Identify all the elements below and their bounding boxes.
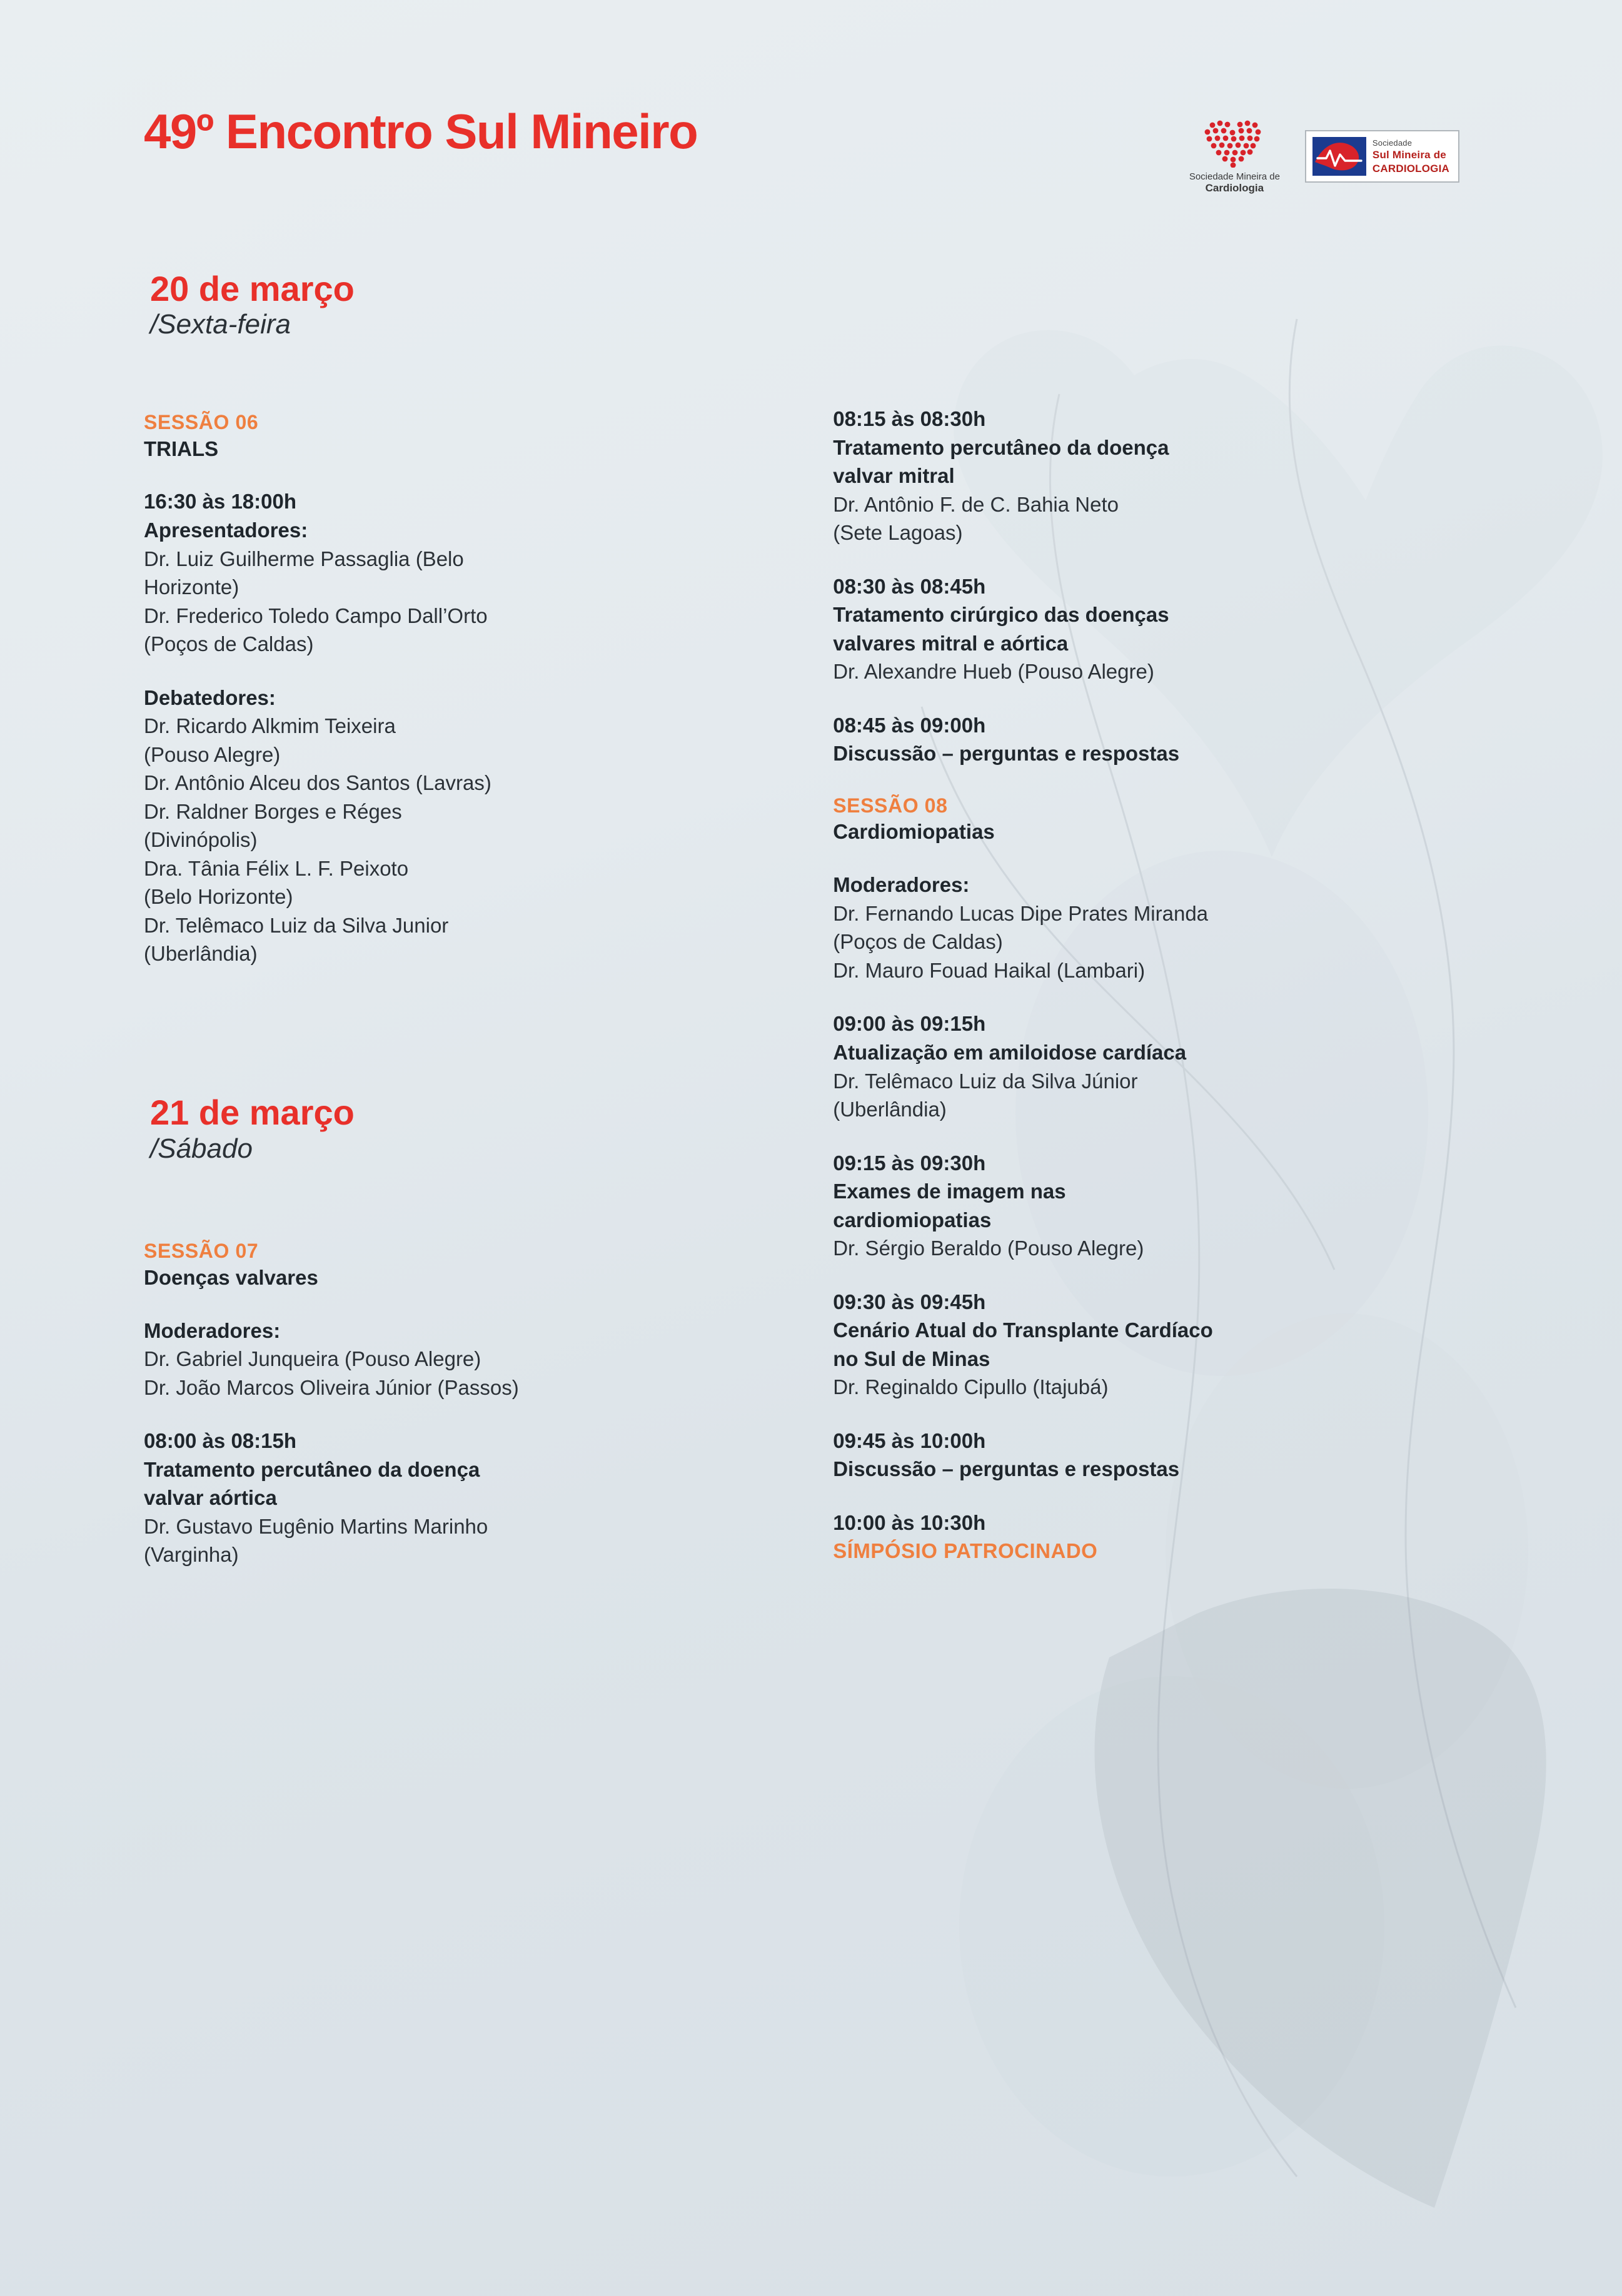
person-name: (Pouso Alegre) [144,742,281,766]
person-name: Dr. Antônio Alceu dos Santos (Lavras) [144,771,491,795]
item-0915 [833,1149,1478,1263]
talk-title-cont: valvares mitral e aórtica [833,631,1069,655]
day-weekday: /Sexta-feira [150,309,291,340]
item-0815 [833,405,1478,547]
session-07-moderators [144,1317,767,1402]
person-name: Dr. Antônio F. de C. Bahia Neto [833,492,1119,516]
talk-title-cont: valvar aórtica [144,1486,277,1510]
schedule-column-right [833,405,1478,1569]
heart-dots-icon [1200,119,1269,168]
talk-title-cont: valvar mitral [833,464,955,488]
session-06 [144,410,767,968]
talk-title: Tratamento percutâneo da doença [833,435,1169,459]
session-label: SESSÃO 08 [833,794,948,817]
session-07-item-0800 [144,1427,767,1569]
person-name: Dr. Mauro Fouad Haikal (Lambari) [833,958,1146,982]
talk-title: Atualização em amiloidose cardíaca [833,1040,1187,1064]
person-name: Dr. Gustavo Eugênio Martins Marinho [144,1514,488,1538]
day-heading-21-marco [150,1093,767,1165]
day-date: 20 de março [150,268,355,308]
person-name: Dr. Raldner Borges e Réges [144,799,402,823]
person-city: (Poços de Caldas) [833,930,1003,954]
ssmc-emblem-icon [1312,137,1366,176]
talk-title: Exames de imagem nas [833,1180,1066,1203]
time-range: 16:30 às 18:00h [144,490,297,513]
time-range: 09:15 às 09:30h [833,1151,986,1175]
session-07 [144,1238,767,1569]
session-08-moderators [833,871,1478,984]
day-date: 21 de março [150,1092,355,1132]
time-range: 08:30 às 08:45h [833,574,986,598]
smc-line1: Sociedade Mineira de [1189,171,1280,182]
item-1000 [833,1509,1478,1565]
session-label: SESSÃO 07 [144,1240,259,1263]
talk-title-cont: no Sul de Minas [833,1347,990,1370]
item-0900 [833,1009,1478,1123]
person-name: Dr. Fernando Lucas Dipe Prates Miranda [833,901,1209,925]
session-08 [833,793,1478,985]
person-name: Dr. Telêmaco Luiz da Silva Junior [144,913,449,937]
day-heading-20-marco [150,270,1478,341]
sociedade-mineira-cardiologia-logo [1189,119,1280,195]
person-name: Dr. Frederico Toledo Campo Dall’Orto [144,604,488,627]
role-label-presenters: Apresentadores: [144,518,308,542]
person-name: (Poços de Caldas) [144,632,314,656]
time-range: 08:45 às 09:00h [833,713,986,737]
person-name: Dra. Tânia Félix L. F. Peixoto [144,856,409,880]
person-name: Dr. Alexandre Hueb (Pouso Alegre) [833,660,1154,684]
poster-header [144,106,1478,195]
logo-group [1189,119,1459,195]
time-range: 08:00 às 08:15h [144,1429,297,1453]
schedule-column-left [144,410,767,1569]
person-name: Dr. João Marcos Oliveira Júnior (Passos) [144,1375,519,1399]
talk-title-cont: cardiomiopatias [833,1208,992,1231]
page-title: 49º Encontro Sul Mineiro [144,104,698,159]
person-name: Horizonte) [144,575,239,599]
ssmc-logo-text [1373,138,1449,175]
person-name: Dr. Sérgio Beraldo (Pouso Alegre) [833,1237,1144,1260]
person-city: (Sete Lagoas) [833,521,963,545]
person-name: (Belo Horizonte) [144,885,293,909]
ssmc-line1: Sociedade [1372,138,1413,148]
smc-line2: Cardiologia [1205,182,1264,195]
talk-title: Cenário Atual do Transplante Cardíaco [833,1318,1213,1342]
session-topic: Doenças valvares [144,1265,318,1289]
session-06-debaters [144,684,767,968]
talk-title: Tratamento cirúrgico das doenças [833,603,1169,627]
session-topic: TRIALS [144,437,219,460]
role-label-moderators: Moderadores: [144,1318,281,1342]
person-name: Dr. Reginaldo Cipullo (Itajubá) [833,1375,1109,1399]
person-name: (Divinópolis) [144,828,258,852]
talk-title: Discussão – perguntas e respostas [833,1457,1180,1481]
ssmc-line3: CARDIOLOGIA [1372,162,1449,174]
item-0830 [833,572,1478,686]
role-label-moderators: Moderadores: [833,873,970,897]
person-name: Dr. Telêmaco Luiz da Silva Júnior [833,1069,1138,1093]
session-06-schedule-item [144,487,767,658]
time-range: 09:00 às 09:15h [833,1012,986,1036]
person-city: (Varginha) [144,1543,239,1567]
talk-title: Discussão – perguntas e respostas [833,742,1180,766]
item-0930 [833,1288,1478,1402]
time-range: 09:30 às 09:45h [833,1290,986,1313]
person-name: Dr. Gabriel Junqueira (Pouso Alegre) [144,1347,481,1371]
role-label-debaters: Debatedores: [144,685,276,709]
person-name: Dr. Ricardo Alkmim Teixeira [144,714,396,738]
item-0945 [833,1427,1478,1484]
person-name: (Uberlândia) [144,942,258,966]
smc-logo-text [1189,171,1280,195]
ssmc-line2: Sul Mineira de [1372,149,1446,161]
session-topic: Cardiomiopatias [833,820,995,844]
talk-title: Tratamento percutâneo da doença [144,1457,480,1481]
time-range: 08:15 às 08:30h [833,407,986,430]
person-name: Dr. Luiz Guilherme Passaglia (Belo [144,547,464,570]
day-weekday: /Sábado [150,1133,253,1164]
item-0845 [833,711,1478,768]
schedule-columns [144,407,1478,1569]
sponsored-symposium-label: SÍMPÓSIO PATROCINADO [833,1539,1098,1563]
session-label: SESSÃO 06 [144,410,259,433]
person-city: (Uberlândia) [833,1098,947,1121]
time-range: 10:00 às 10:30h [833,1510,986,1534]
sociedade-sul-mineira-cardiologia-logo [1305,130,1459,183]
time-range: 09:45 às 10:00h [833,1429,986,1452]
